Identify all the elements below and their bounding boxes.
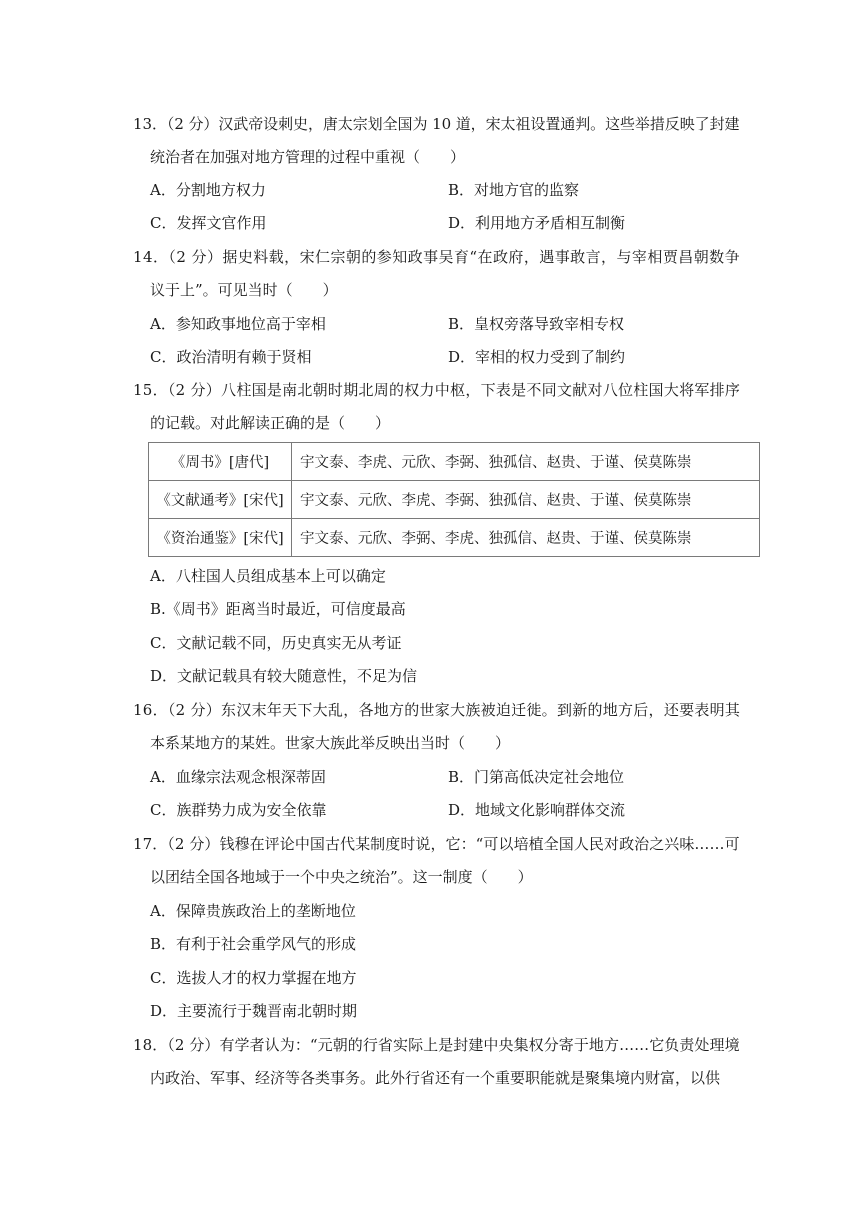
question-17-option-c[interactable]: C．选拔人才的权力掌握在地方 (150, 969, 357, 987)
question-18-stem-line-1: 18．（2 分）有学者认为：“元朝的行省实际上是封建中央集权分寄于地方……它负责处理境 (133, 1036, 740, 1054)
table-row (149, 443, 760, 481)
question-16-option-a[interactable]: A．血缘宗法观念根深蒂固 (150, 768, 326, 786)
table-cell-source: 《周书》[唐代] (149, 443, 292, 481)
question-15-stem-line-2: 的记载。对此解读正确的是（ ） (150, 414, 391, 432)
question-14-option-d[interactable]: D．宰相的权力受到了制约 (448, 348, 626, 366)
question-16-option-c[interactable]: C．族群势力成为安全依靠 (150, 801, 327, 819)
question-14-stem-line-1: 14．（2 分）据史料载，宋仁宗朝的参知政事吴育“在政府，遇事敢言，与宰相贾昌朝数争 (133, 248, 741, 266)
question-17-stem-line-2: 以团结全国各地域于一个中央之统治”。这一制度（ ） (150, 868, 533, 886)
question-14-option-b[interactable]: B．皇权旁落导致宰相专权 (448, 315, 625, 333)
table-cell-source: 《资治通鉴》[宋代] (149, 519, 292, 557)
question-17-option-a[interactable]: A．保障贵族政治上的垄断地位 (150, 902, 356, 920)
table-cell-order: 宇文泰、元欣、李弼、李虎、独孤信、赵贵、于谨、侯莫陈崇 (292, 519, 760, 557)
question-13-option-c[interactable]: C．发挥文官作用 (150, 214, 267, 232)
question-13-option-d[interactable]: D．利用地方矛盾相互制衡 (448, 214, 626, 232)
question-14-stem-line-2: 议于上”。可见当时（ ） (150, 281, 338, 299)
question-16-option-d[interactable]: D．地域文化影响群体交流 (448, 801, 626, 819)
table-row (149, 481, 760, 519)
question-16-stem-line-1: 16．（2 分）东汉末年天下大乱，各地方的世家大族被迫迁徙。到新的地方后，还要表明其 (133, 701, 741, 719)
question-14-option-c[interactable]: C．政治清明有赖于贤相 (150, 348, 312, 366)
question-15-option-c[interactable]: C．文献记载不同，历史真实无从考证 (150, 634, 402, 652)
question-16-stem-line-2: 本系某地方的某姓。世家大族此举反映出当时（ ） (150, 734, 511, 752)
question-16-option-b[interactable]: B．门第高低决定社会地位 (448, 768, 625, 786)
question-17-option-b[interactable]: B．有利于社会重学风气的形成 (150, 935, 357, 953)
question-17-stem-line-1: 17．（2 分）钱穆在评论中国古代某制度时说，它：“可以培植全国人民对政治之兴味……可 (133, 835, 740, 853)
question-14-option-a[interactable]: A．参知政事地位高于宰相 (150, 315, 326, 333)
table-cell-order: 宇文泰、元欣、李虎、李弼、独孤信、赵贵、于谨、侯莫陈崇 (292, 481, 760, 519)
question-15-stem-line-1: 15．（2 分）八柱国是南北朝时期北周的权力中枢，下表是不同文献对八位柱国大将军排序 (133, 381, 741, 399)
question-13-option-a[interactable]: A．分割地方权力 (150, 181, 266, 199)
table-row (149, 519, 760, 557)
question-17-option-d[interactable]: D．主要流行于魏晋南北朝时期 (150, 1002, 358, 1020)
question-15-option-a[interactable]: A．八柱国人员组成基本上可以确定 (150, 567, 386, 585)
question-13-stem-line-1: 13．（2 分）汉武帝设刺史，唐太宗划全国为 10 道，宋太祖设置通判。这些举措反映了封建 (133, 115, 740, 133)
question-13-option-b[interactable]: B．对地方官的监察 (448, 181, 580, 199)
question-15-option-b[interactable]: B.《周书》距离当时最近，可信度最高 (150, 600, 406, 618)
table-cell-source: 《文献通考》[宋代] (149, 481, 292, 519)
question-13-stem-line-2: 统治者在加强对地方管理的过程中重视（ ） (150, 148, 466, 166)
question-18-stem-line-2: 内政治、军事、经济等各类事务。此外行省还有一个重要职能就是聚集境内财富，以供 (150, 1069, 721, 1087)
question-15-option-d[interactable]: D．文献记载具有较大随意性，不足为信 (150, 667, 418, 685)
question-15-source-table (148, 442, 760, 557)
table-cell-order: 宇文泰、李虎、元欣、李弼、独孤信、赵贵、于谨、侯莫陈崇 (292, 443, 760, 481)
